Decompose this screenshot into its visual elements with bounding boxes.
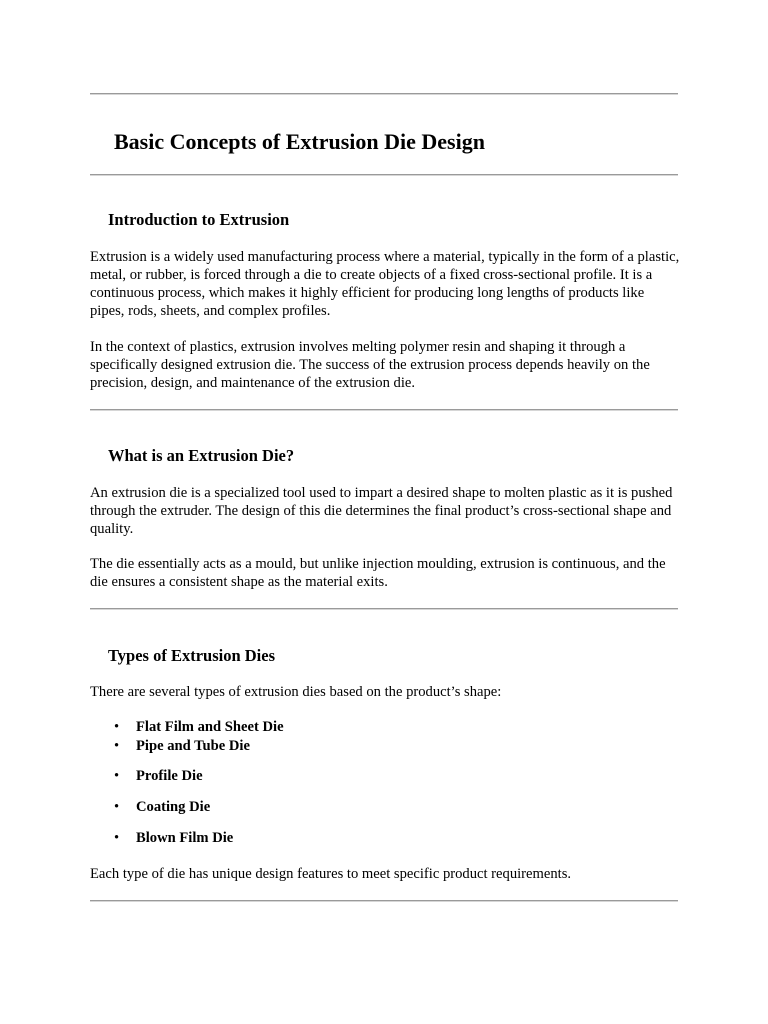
list-item-label: Profile Die (136, 768, 203, 784)
horizontal-rule (90, 608, 678, 610)
bullet-icon: • (114, 738, 120, 754)
list-item (114, 829, 233, 847)
list-item-label: Pipe and Tube Die (136, 738, 250, 754)
list-item-label: Flat Film and Sheet Die (136, 719, 284, 735)
bullet-icon: • (114, 830, 120, 846)
list-item (114, 718, 284, 736)
paragraph: The die essentially acts as a mould, but unlike injection moulding, extrusion is continuous, and the die ensures a consistent shape as the material exits. (90, 556, 666, 590)
section-heading-what-is-die: What is an Extrusion Die? (108, 446, 295, 465)
list-item-label: Blown Film Die (136, 830, 234, 846)
bullet-icon: • (114, 719, 120, 735)
paragraph: Extrusion is a widely used manufacturing process where a material, typically in the form of a plastic, metal, or rubber, is forced through a die to create objects of a fixed cross-sectional profile. It is a continuous process, which makes it highly efficient for producing long lengths of products like pipes, rods, sheets, and complex profiles. (90, 249, 680, 319)
horizontal-rule (90, 409, 678, 411)
section-heading-types: Types of Extrusion Dies (108, 646, 275, 665)
horizontal-rule (90, 174, 678, 176)
horizontal-rule (90, 900, 678, 902)
list-item-label: Coating Die (136, 799, 211, 815)
horizontal-rule (90, 93, 678, 95)
list-item (114, 737, 250, 755)
paragraph: An extrusion die is a specialized tool used to impart a desired shape to molten plastic as it is pushed through the extruder. The design of this die determines the final product’s cross-sectional shape and quality. (90, 485, 673, 537)
list-item (114, 767, 203, 785)
section-heading-introduction: Introduction to Extrusion (108, 210, 290, 229)
bullet-icon: • (114, 799, 120, 815)
bullet-icon: • (114, 768, 120, 784)
paragraph: In the context of plastics, extrusion involves melting polymer resin and shaping it through a specifically designed extrusion die. The success of the extrusion process depends heavily on the precision, design, and maintenance of the extrusion die. (90, 339, 650, 391)
document-title: Basic Concepts of Extrusion Die Design (114, 129, 485, 154)
paragraph: Each type of die has unique design features to meet specific product requirements. (90, 866, 572, 882)
list-item (114, 798, 210, 816)
paragraph: There are several types of extrusion dies based on the product’s shape: (90, 684, 502, 700)
